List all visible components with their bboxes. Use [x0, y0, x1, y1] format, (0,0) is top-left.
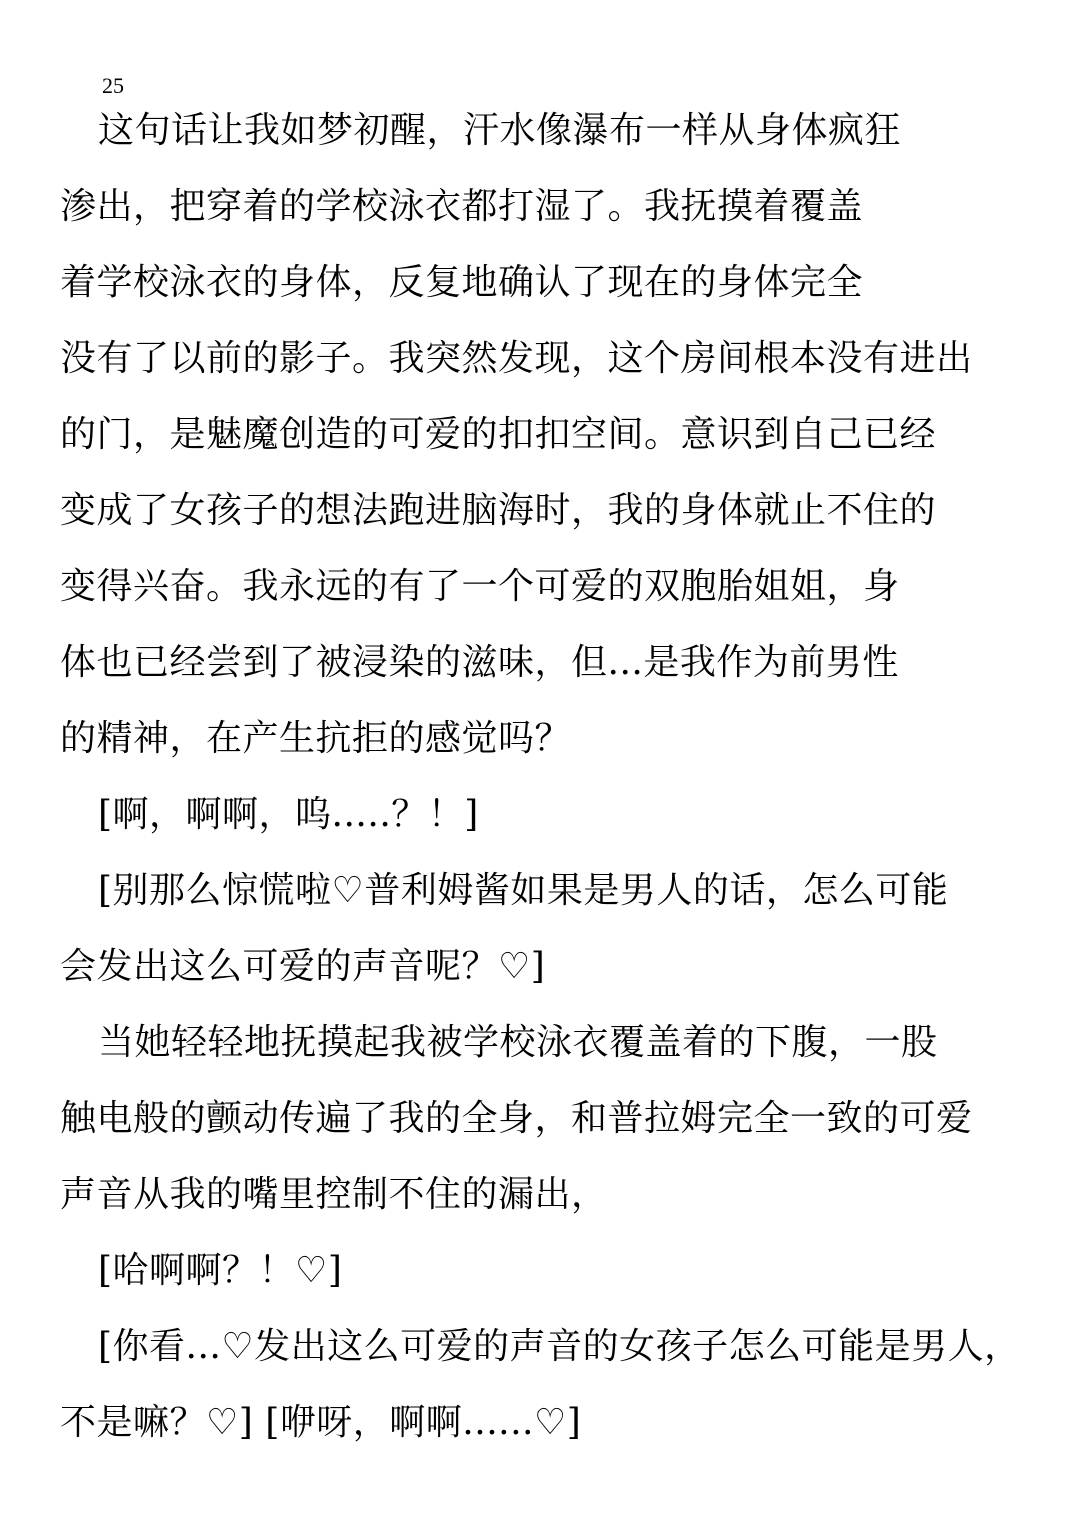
dialogue-line: 会发出这么可爱的声音呢？♡]: [60, 946, 546, 987]
text-line: 渗出，把穿着的学校泳衣都打湿了。我抚摸着覆盖: [60, 186, 864, 227]
text-line: 的门，是魅魔创造的可爱的扣扣空间。意识到自己已经: [60, 414, 937, 455]
text-line: 没有了以前的影子。我突然发现，这个房间根本没有进出: [60, 338, 973, 379]
dialogue-line: [别那么惊慌啦♡普利姆酱如果是男人的话，怎么可能: [98, 870, 949, 911]
text-line: 当她轻轻地抚摸起我被学校泳衣覆盖着的下腹，一股: [98, 1022, 938, 1063]
text-line: 变成了女孩子的想法跑进脑海时，我的身体就止不住的: [60, 490, 937, 531]
text-line: 声音从我的嘴里控制不住的漏出，: [60, 1174, 608, 1215]
text-line: 体也已经尝到了被浸染的滋味，但...是我作为前男性: [60, 642, 899, 683]
dialogue-line: [你看...♡发出这么可爱的声音的女孩子怎么可能是男人，: [98, 1326, 1021, 1367]
text-line: 的精神，在产生抗拒的感觉吗？: [60, 718, 572, 759]
text-line: 这句话让我如梦初醒，汗水像瀑布一样从身体疯狂: [98, 110, 902, 151]
text-line: 变得兴奋。我永远的有了一个可爱的双胞胎姐姐，身: [60, 566, 900, 607]
text-line: 触电般的颤动传遍了我的全身，和普拉姆完全一致的可爱: [60, 1098, 973, 1139]
dialogue-line: 不是嘛？♡] [咿呀，啊啊......♡]: [60, 1402, 582, 1443]
body-text: [60, 107, 1070, 1475]
dialogue-line: [哈啊啊？！♡]: [98, 1250, 343, 1291]
dialogue-line: [啊，啊啊，呜.....？！]: [98, 794, 479, 835]
text-line: 着学校泳衣的身体，反复地确认了现在的身体完全: [60, 262, 864, 303]
page-number: 25: [102, 73, 124, 98]
